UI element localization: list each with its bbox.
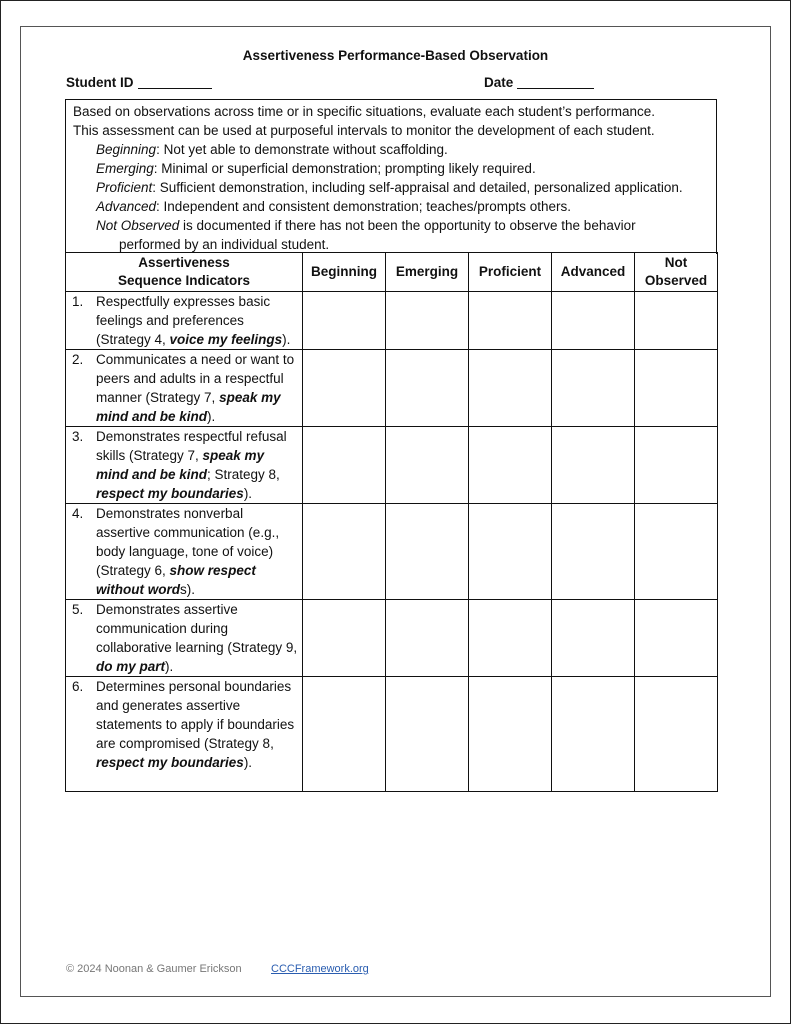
level-term: Proficient bbox=[96, 180, 153, 195]
indicator-text bbox=[96, 350, 298, 426]
rating-cell-beginning[interactable] bbox=[303, 427, 386, 504]
indicator-number: 6. bbox=[72, 679, 84, 694]
instructions-line-1: Based on observations across time or in specific situations, evaluate each student’s performance. bbox=[73, 104, 656, 119]
indicator-text-part: Demonstrates assertive communication during collaborative learning (Strategy 9, bbox=[96, 602, 298, 655]
rating-cell-emerging[interactable] bbox=[386, 504, 469, 600]
rating-cell-proficient[interactable] bbox=[469, 350, 552, 427]
rating-cell-beginning[interactable] bbox=[303, 677, 386, 792]
page-title: Assertiveness Performance-Based Observation bbox=[242, 48, 549, 63]
indicator-text-part: s). bbox=[179, 582, 195, 597]
indicator-text bbox=[96, 600, 298, 676]
indicator-text bbox=[96, 292, 298, 349]
date-label: Date bbox=[484, 75, 514, 90]
strategy-name: respect my boundaries bbox=[96, 755, 244, 770]
student-id-field bbox=[66, 75, 212, 90]
header-not-observed bbox=[635, 253, 718, 292]
table-row bbox=[66, 350, 718, 427]
indicator-cell bbox=[66, 350, 303, 427]
indicator-text-part: ). bbox=[207, 409, 216, 424]
header-indicators-line-2: Sequence Indicators bbox=[117, 273, 251, 288]
indicator-text-part: ). bbox=[165, 659, 174, 674]
level-desc: is documented if there has not been the opportunity to observe the behavior bbox=[179, 218, 636, 233]
indicator-text-part: ). bbox=[282, 332, 291, 347]
level-not-observed-continued: performed by an individual student. bbox=[119, 237, 330, 252]
indicator-text bbox=[96, 504, 298, 599]
indicator-cell bbox=[66, 600, 303, 677]
rating-cell-proficient[interactable] bbox=[469, 600, 552, 677]
indicator-number: 3. bbox=[72, 429, 84, 444]
indicator-number: 1. bbox=[72, 294, 84, 309]
indicator-text-part: Demonstrates nonverbal assertive communication (e.g., body language, tone of voice) (Strategy 6, bbox=[96, 506, 280, 578]
rating-cell-emerging[interactable] bbox=[386, 350, 469, 427]
indicator-text-part: ). bbox=[243, 486, 253, 501]
indicator-text-part: ; Strategy 8, bbox=[207, 467, 280, 482]
table-row bbox=[66, 427, 718, 504]
strategy-name: speak my mind and be kind bbox=[96, 390, 281, 424]
strategy-name: speak my mind and be kind bbox=[96, 448, 265, 482]
indicator-text-part: Determines personal boundaries and generates assertive statements to apply if boundaries are compromised (Strategy 8, bbox=[96, 679, 295, 751]
instructions-line-2: This assessment can be used at purposeful intervals to monitor the development of each student. bbox=[73, 123, 655, 138]
level-term: Not Observed bbox=[96, 218, 180, 233]
rating-cell-advanced[interactable] bbox=[552, 600, 635, 677]
rating-cell-proficient[interactable] bbox=[469, 677, 552, 792]
student-id-blank[interactable] bbox=[138, 75, 212, 89]
table-row bbox=[66, 504, 718, 600]
instructions-box bbox=[65, 99, 717, 254]
table-row bbox=[66, 292, 718, 350]
date-field bbox=[484, 75, 594, 90]
header-advanced: Advanced bbox=[552, 253, 635, 292]
level-not-observed bbox=[73, 216, 716, 235]
indicator-number: 2. bbox=[72, 352, 84, 367]
header-indicators-line-1: Assertiveness bbox=[138, 255, 230, 270]
rating-cell-beginning[interactable] bbox=[303, 504, 386, 600]
level-beginning bbox=[73, 140, 716, 159]
indicator-text bbox=[96, 677, 298, 772]
rating-cell-advanced[interactable] bbox=[552, 427, 635, 504]
rating-cell-not-observed[interactable] bbox=[635, 677, 718, 792]
rating-cell-emerging[interactable] bbox=[386, 292, 469, 350]
header-indicators bbox=[66, 253, 303, 292]
rating-cell-advanced[interactable] bbox=[552, 292, 635, 350]
level-emerging bbox=[73, 159, 716, 178]
rating-cell-advanced[interactable] bbox=[552, 504, 635, 600]
date-blank[interactable] bbox=[517, 75, 594, 89]
header-not-observed-line-2: Observed bbox=[644, 273, 708, 288]
table-row bbox=[66, 677, 718, 792]
level-proficient bbox=[73, 178, 716, 197]
rating-cell-not-observed[interactable] bbox=[635, 427, 718, 504]
indicator-number: 5. bbox=[72, 602, 84, 617]
header-proficient: Proficient bbox=[469, 253, 552, 292]
rating-cell-advanced[interactable] bbox=[552, 677, 635, 792]
rating-cell-emerging[interactable] bbox=[386, 600, 469, 677]
rating-cell-proficient[interactable] bbox=[469, 292, 552, 350]
strategy-name: voice my feelings bbox=[169, 332, 283, 347]
footer-link[interactable]: CCCFramework.org bbox=[271, 963, 369, 975]
table-row bbox=[66, 600, 718, 677]
strategy-name: show respect without word bbox=[96, 563, 256, 597]
strategy-name: respect my boundaries bbox=[96, 486, 244, 501]
header-not-observed-line-1: Not bbox=[664, 255, 688, 270]
table-header-row bbox=[66, 253, 718, 292]
indicator-cell bbox=[66, 677, 303, 792]
rating-cell-not-observed[interactable] bbox=[635, 600, 718, 677]
observation-table bbox=[65, 252, 718, 792]
rating-cell-beginning[interactable] bbox=[303, 350, 386, 427]
footer-copyright: © 2024 Noonan & Gaumer Erickson bbox=[66, 963, 242, 975]
level-advanced bbox=[73, 197, 716, 216]
indicator-cell bbox=[66, 427, 303, 504]
rating-cell-advanced[interactable] bbox=[552, 350, 635, 427]
indicator-text-part: Communicates a need or want to peers and adults in a respectful manner (Strategy 7, bbox=[96, 352, 295, 405]
header-emerging: Emerging bbox=[386, 253, 469, 292]
indicator-text bbox=[96, 427, 298, 503]
indicator-text-part: Demonstrates respectful refusal skills (Strategy 7, bbox=[96, 429, 287, 463]
indicator-text-part: ). bbox=[243, 755, 253, 770]
indicator-cell bbox=[66, 504, 303, 600]
strategy-name: do my part bbox=[96, 659, 166, 674]
level-desc: : Not yet able to demonstrate without scaffolding. bbox=[156, 142, 448, 157]
level-term: Emerging bbox=[96, 161, 154, 176]
level-term: Advanced bbox=[96, 199, 157, 214]
rating-cell-beginning[interactable] bbox=[303, 292, 386, 350]
student-id-label: Student ID bbox=[66, 75, 134, 90]
rating-cell-proficient[interactable] bbox=[469, 427, 552, 504]
indicator-cell bbox=[66, 292, 303, 350]
rating-cell-not-observed[interactable] bbox=[635, 504, 718, 600]
indicator-text-part: Respectfully expresses basic feelings and preferences (Strategy 4, bbox=[96, 294, 271, 347]
indicator-number: 4. bbox=[72, 506, 84, 521]
rating-cell-emerging[interactable] bbox=[386, 427, 469, 504]
level-term: Beginning bbox=[96, 142, 157, 157]
table-body bbox=[66, 292, 718, 792]
rating-cell-not-observed[interactable] bbox=[635, 292, 718, 350]
rating-cell-emerging[interactable] bbox=[386, 677, 469, 792]
level-desc: : Independent and consistent demonstration; teaches/prompts others. bbox=[156, 199, 572, 214]
rating-cell-not-observed[interactable] bbox=[635, 350, 718, 427]
rating-cell-proficient[interactable] bbox=[469, 504, 552, 600]
level-desc: : Sufficient demonstration, including self-appraisal and detailed, personalized application. bbox=[152, 180, 683, 195]
header-beginning: Beginning bbox=[303, 253, 386, 292]
footer bbox=[66, 963, 369, 975]
level-desc: : Minimal or superficial demonstration; prompting likely required. bbox=[153, 161, 536, 176]
rating-cell-beginning[interactable] bbox=[303, 600, 386, 677]
